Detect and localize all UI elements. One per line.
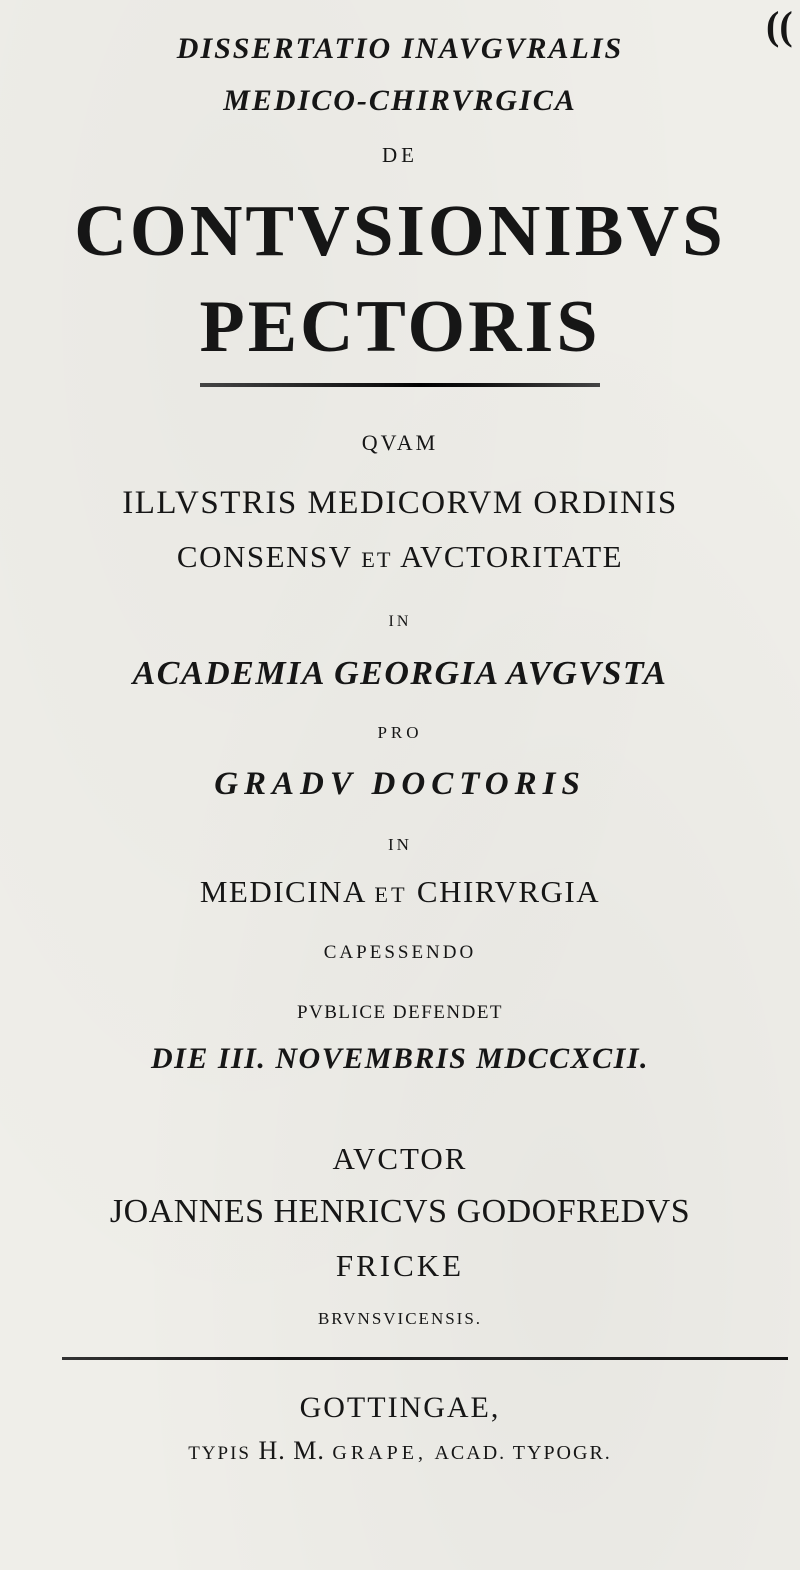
printer-initials: H. M.	[258, 1436, 325, 1465]
corner-mark: ((	[766, 3, 793, 48]
pro-word: PRO	[377, 723, 423, 742]
auctor-label: AVCTOR	[332, 1141, 468, 1176]
main-title-line2: PECTORIS	[199, 286, 601, 368]
typis-word: TYPIS	[188, 1443, 251, 1464]
consensv-text: CONSENSV	[176, 539, 353, 574]
medicina-text: MEDICINA	[199, 874, 366, 909]
author-origin: BRVNSVICENSIS.	[317, 1309, 483, 1328]
qvam-word: QVAM	[361, 430, 439, 455]
avctoritate-text: AVCTORITATE	[400, 539, 624, 574]
in-word-2: IN	[388, 835, 412, 854]
printer-name: GRAPE,	[332, 1442, 427, 1464]
imprint-printer	[0, 1438, 800, 1464]
dissertation-type-text: DISSERTATIO INAVGVRALIS	[176, 32, 624, 65]
gradv-line: GRADV DOCTORIS	[214, 766, 586, 802]
dissertation-type	[0, 34, 800, 64]
defendet-line: PVBLICE DEFENDET	[296, 1002, 504, 1023]
consensv-line	[0, 541, 800, 572]
author-name: JOANNES HENRICVS GODOFREDVS	[109, 1193, 691, 1230]
chirvrgia-text: CHIRVRGIA	[416, 874, 601, 909]
et-conjunction: ET	[361, 547, 393, 572]
in-word-1: IN	[388, 613, 412, 630]
et-conjunction-2: ET	[374, 882, 408, 907]
imprint-place: GOTTINGAE,	[299, 1391, 501, 1424]
author-surname: FRICKE	[335, 1248, 465, 1283]
academia-line: ACADEMIA GEORGIA AVGVSTA	[132, 655, 668, 692]
de-word: DE	[382, 143, 418, 167]
imprint-divider	[62, 1357, 788, 1360]
printer-role: ACAD. TYPOGR.	[434, 1442, 612, 1464]
main-title-line1: CONTVSIONIBVS	[74, 190, 726, 271]
title-divider	[200, 383, 600, 387]
ordinis-line: ILLVSTRIS MEDICORVM ORDINIS	[122, 485, 678, 521]
defense-date: DIE III. NOVEMBRIS MDCCXCII.	[150, 1042, 649, 1075]
medicina-line	[0, 876, 800, 907]
capessendo-line: CAPESSENDO	[323, 942, 477, 963]
dissertation-subtype: MEDICO-CHIRVRGICA	[223, 84, 577, 117]
